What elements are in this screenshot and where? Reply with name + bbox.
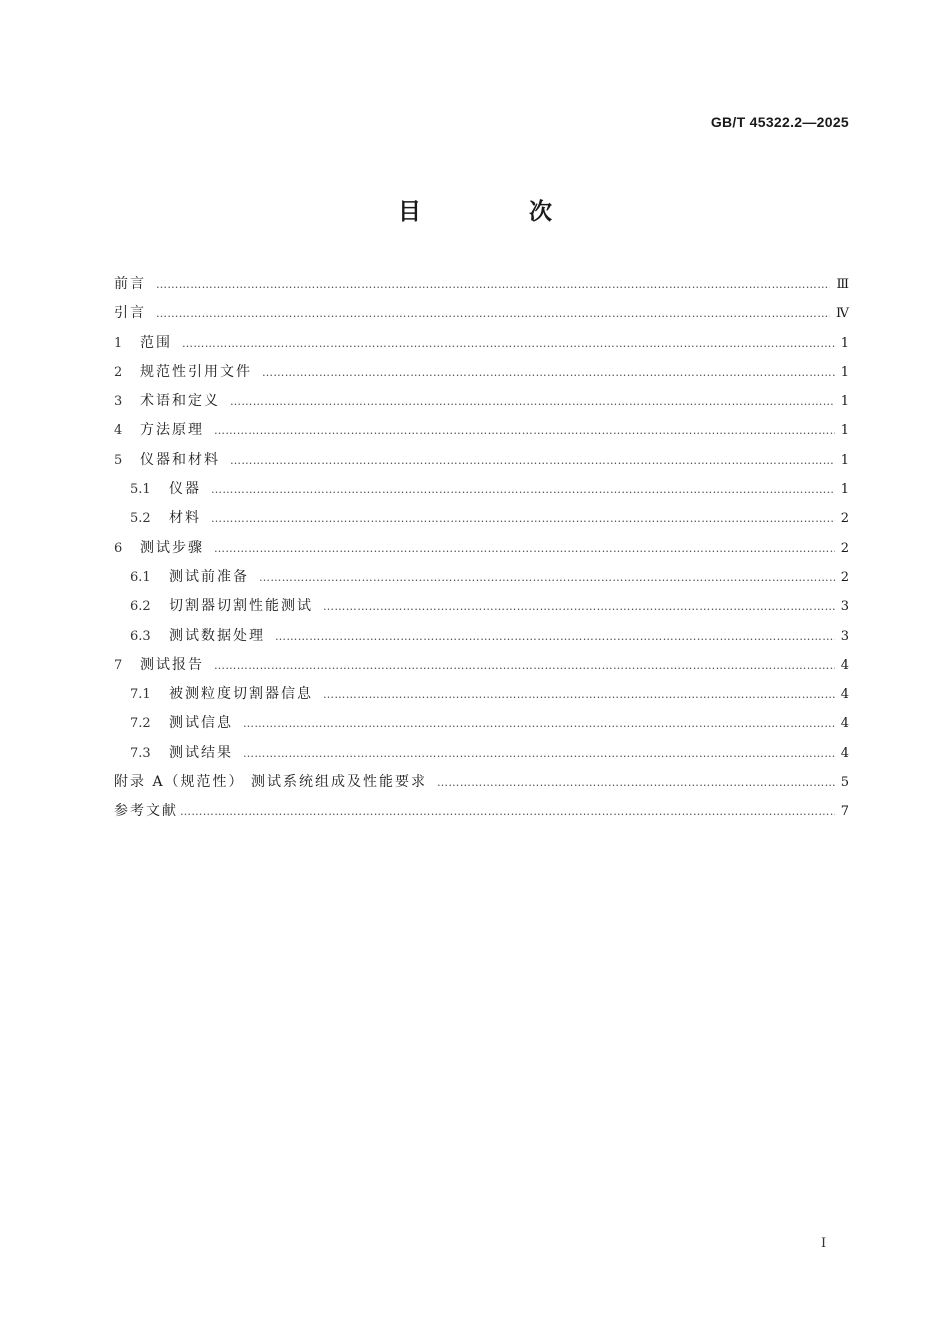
- toc-entry-page: 1: [840, 364, 849, 380]
- toc-dot-leader: [214, 651, 835, 680]
- toc-entry-number: 5.2: [130, 511, 151, 527]
- toc-dot-leader: [275, 622, 835, 651]
- toc-entry-label: 前言: [114, 276, 146, 292]
- toc-entry-label: 测试结果: [169, 744, 233, 761]
- toc-entry-number: 1: [114, 335, 123, 351]
- toc-entry-page: 4: [840, 657, 849, 673]
- toc-entry-label: 附录 A（规范性） 测试系统组成及性能要求: [114, 774, 428, 791]
- toc-entry-label: 引言: [114, 305, 146, 322]
- toc-entry[interactable]: [114, 651, 849, 680]
- toc-dot-leader: [211, 504, 835, 533]
- toc-entry-label: 术语和定义: [140, 393, 220, 410]
- toc-entry-page: 5: [840, 775, 849, 791]
- toc-entry[interactable]: [114, 563, 849, 592]
- toc-entry[interactable]: [114, 680, 849, 709]
- page-folio: Ⅰ: [821, 1236, 827, 1251]
- toc-entry-page: 2: [840, 511, 849, 527]
- toc-entry-label: 测试信息: [169, 715, 233, 732]
- table-of-contents: [114, 270, 849, 827]
- toc-entry-page: 2: [840, 540, 849, 556]
- toc-entry[interactable]: [114, 504, 849, 533]
- toc-dot-leader: [437, 768, 835, 797]
- toc-dot-leader: [214, 534, 835, 563]
- toc-dot-leader: [156, 299, 830, 328]
- toc-entry-page: 4: [840, 745, 849, 761]
- toc-dot-leader: [243, 739, 835, 768]
- toc-entry[interactable]: [114, 387, 849, 416]
- toc-entry[interactable]: [114, 299, 849, 328]
- toc-entry-number: 7: [114, 657, 123, 673]
- toc-entry[interactable]: [114, 475, 849, 504]
- toc-entry-label: 被测粒度切割器信息: [169, 686, 313, 703]
- toc-entry-page: 7: [840, 804, 849, 820]
- toc-entry-number: 2: [114, 364, 123, 380]
- toc-entry-number: 4: [114, 423, 123, 439]
- toc-entry[interactable]: [114, 416, 849, 445]
- toc-entry-page: 1: [840, 423, 849, 439]
- toc-entry-label: 方法原理: [140, 422, 204, 439]
- toc-entry[interactable]: [114, 768, 849, 797]
- toc-entry-number: 6: [114, 540, 123, 556]
- toc-entry-page: 1: [840, 482, 849, 498]
- toc-entry-number: 7.3: [130, 745, 151, 761]
- toc-entry-number: 7.2: [130, 716, 151, 732]
- standard-number: GB/T 45322.2—2025: [710, 114, 849, 130]
- toc-entry-page: 2: [840, 569, 849, 585]
- toc-entry-label: 仪器和材料: [140, 451, 220, 468]
- toc-dot-leader: [230, 446, 835, 475]
- toc-entry-page: 1: [840, 394, 849, 410]
- toc-entry-label: 规范性引用文件: [140, 363, 252, 380]
- toc-entry-page: 1: [840, 452, 849, 468]
- toc-entry[interactable]: [114, 739, 849, 768]
- toc-entry-label: 范围: [140, 334, 172, 351]
- toc-entry-number: 5: [114, 452, 123, 468]
- toc-entry-page: 3: [840, 628, 849, 644]
- toc-dot-leader: [323, 592, 835, 621]
- toc-entry-label: 测试报告: [140, 656, 204, 673]
- toc-entry-label: 测试步骤: [140, 539, 204, 556]
- toc-entry-number: 6.3: [130, 628, 151, 644]
- toc-entry[interactable]: [114, 329, 849, 358]
- toc-entry-label: 切割器切割性能测试: [169, 598, 313, 615]
- page-title: 目 次: [397, 199, 602, 225]
- toc-entry-number: 6.1: [130, 569, 151, 585]
- toc-entry-number: 7.1: [130, 687, 151, 703]
- toc-dot-leader: [211, 475, 835, 504]
- toc-entry[interactable]: [114, 592, 849, 621]
- toc-entry-number: 3: [114, 394, 123, 410]
- toc-dot-leader: [259, 563, 835, 592]
- toc-entry-page: 1: [840, 335, 849, 351]
- toc-entry-page: 4: [840, 687, 849, 703]
- toc-dot-leader: [323, 680, 835, 709]
- toc-entry[interactable]: [114, 270, 849, 299]
- toc-dot-leader: [156, 270, 830, 299]
- toc-entry-page: 4: [840, 716, 849, 732]
- toc-dot-leader: [182, 329, 835, 358]
- toc-entry-page: Ⅲ: [836, 277, 849, 292]
- toc-entry-label: 材料: [169, 510, 201, 527]
- toc-entry[interactable]: [114, 622, 849, 651]
- toc-entry-label: 测试数据处理: [169, 627, 265, 644]
- toc-dot-leader: [214, 416, 835, 445]
- toc-entry[interactable]: [114, 709, 849, 738]
- toc-dot-leader: [243, 709, 835, 738]
- toc-entry[interactable]: [114, 797, 849, 826]
- toc-entry-label: 参考文献: [114, 803, 178, 820]
- toc-entry-page: 3: [840, 599, 849, 615]
- toc-entry-page: Ⅳ: [836, 306, 849, 322]
- toc-dot-leader: [230, 387, 835, 416]
- toc-entry-number: 5.1: [130, 482, 151, 498]
- toc-entry-label: 测试前准备: [169, 568, 249, 585]
- toc-dot-leader: [262, 358, 835, 387]
- toc-entry-label: 仪器: [169, 481, 201, 498]
- toc-entry-number: 6.2: [130, 599, 151, 615]
- toc-entry[interactable]: [114, 446, 849, 475]
- toc-entry[interactable]: [114, 358, 849, 387]
- toc-entry[interactable]: [114, 534, 849, 563]
- toc-dot-leader: [180, 797, 835, 826]
